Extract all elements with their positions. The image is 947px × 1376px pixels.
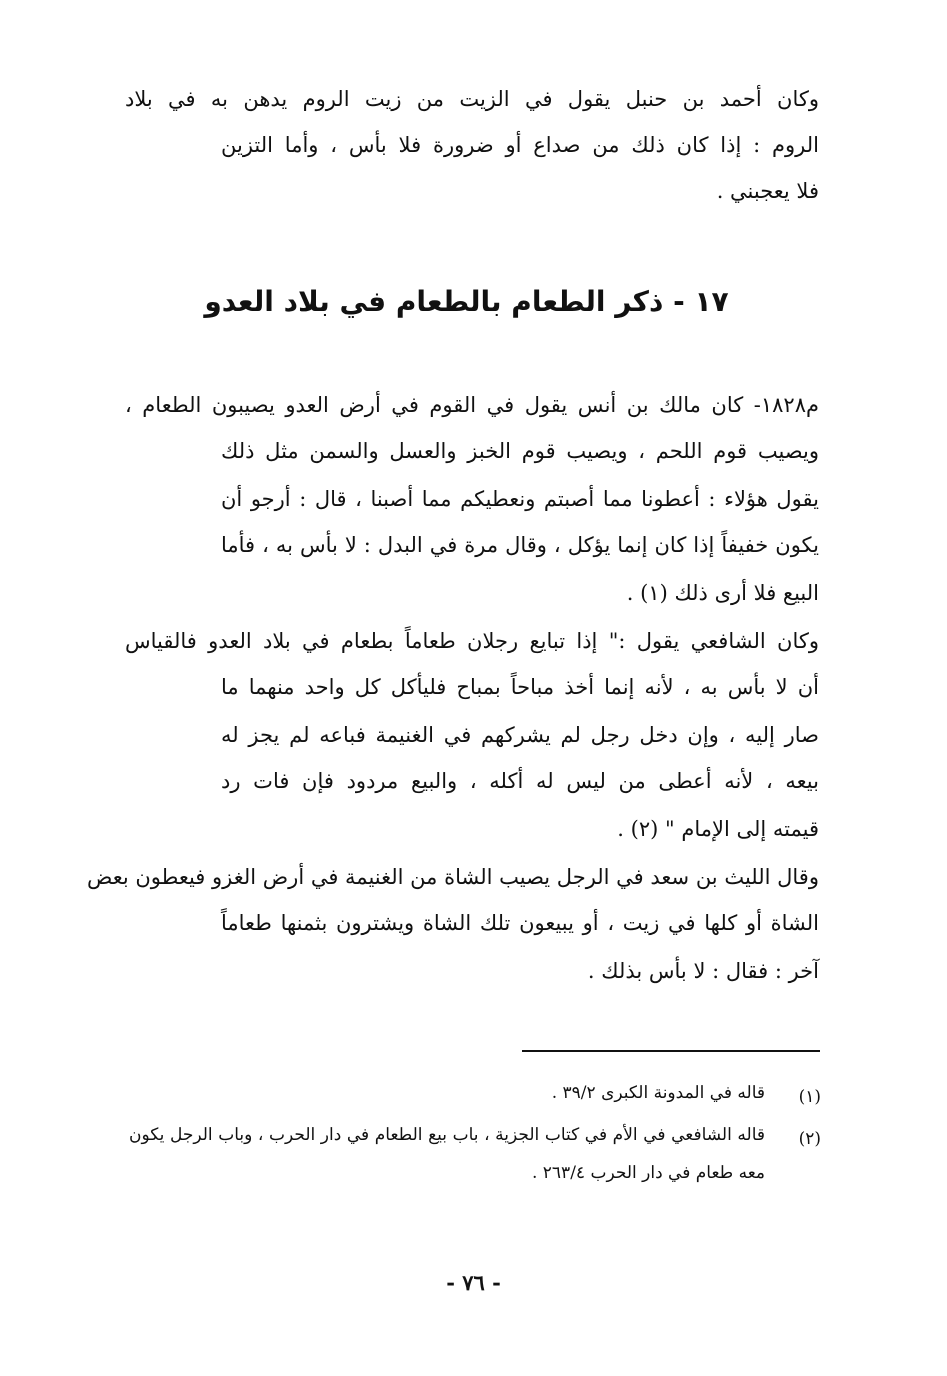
p3-line-1: وقال الليث بن سعد في الرجل يصيب الشاة من الغنيمة في أرض الغزو فيعطون بعض [86,865,819,889]
p2-line-3: صار إليه ، وإن دخل رجل لم يشركهم في الغنيمة فباعه لم يجز له [221,723,819,747]
section-heading: ١٧ - ذكر الطعام بالطعام في بلاد العدو [204,285,729,318]
footnote-2-marker: (٢) [798,1129,821,1149]
page-number: - ٧٦ - [446,1270,501,1295]
footnote-1-marker: (١) [798,1087,821,1107]
footnote-1-text: قاله في المدونة الكبرى ٣٩/٢ . [551,1083,765,1103]
p1-line-1: م١٨٢٨- كان مالك بن أنس يقول في القوم في أرض العدو يصيبون الطعام ، [125,393,819,417]
p1-line-2: ويصيب قوم اللحم ، ويصيب قوم الخبز والعسل والسمن مثل ذلك [221,439,819,463]
p3-line-2: الشاة أو كلها في زيت ، أو يبيعون تلك الشاة ويشترون بثمنها طعاماً [221,911,819,935]
intro-line-2: الروم : إذا كان ذلك من صداع أو ضرورة فلا بأس ، وأما التزين [221,133,819,157]
p1-line-5: البيع فلا أرى ذلك (١) . [626,581,819,605]
footnote-separator [522,1050,820,1052]
intro-line-1: وكان أحمد بن حنبل يقول في الزيت من زيت الروم يدهن به في بلاد [125,87,819,111]
p2-line-1: وكان الشافعي يقول :" إذا تبايع رجلان طعاماً بطعام في بلاد العدو فالقياس [125,629,819,653]
p3-line-3: آخر : فقال : لا بأس بذلك . [587,959,819,983]
p2-line-5: قيمته إلى الإمام " (٢) . [617,817,819,841]
p1-line-4: يكون خفيفاً إذا كان إنما يؤكل ، وقال مرة في البدل : لا بأس به ، فأما [221,533,819,557]
footnote-2-line-1: قاله الشافعي في الأم في كتاب الجزية ، باب بيع الطعام في دار الحرب ، وباب الرجل يكون [129,1125,765,1145]
p2-line-4: بيعه ، لأنه أعطى من ليس له أكله ، والبيع مردود فإن فات رد [221,769,819,793]
footnote-2-line-2: معه طعام في دار الحرب ٢٦٣/٤ . [531,1163,765,1183]
p1-line-3: يقول هؤلاء : أعطونا مما أصبتم ونعطيكم مما أصبنا ، قال : أرجو أن [221,487,819,511]
intro-line-3: فلا يعجبني . [716,179,819,203]
p2-line-2: أن لا بأس به ، لأنه إنما أخذ مباحاً بمباح فليأكل كل واحد منهما ما [221,675,819,699]
